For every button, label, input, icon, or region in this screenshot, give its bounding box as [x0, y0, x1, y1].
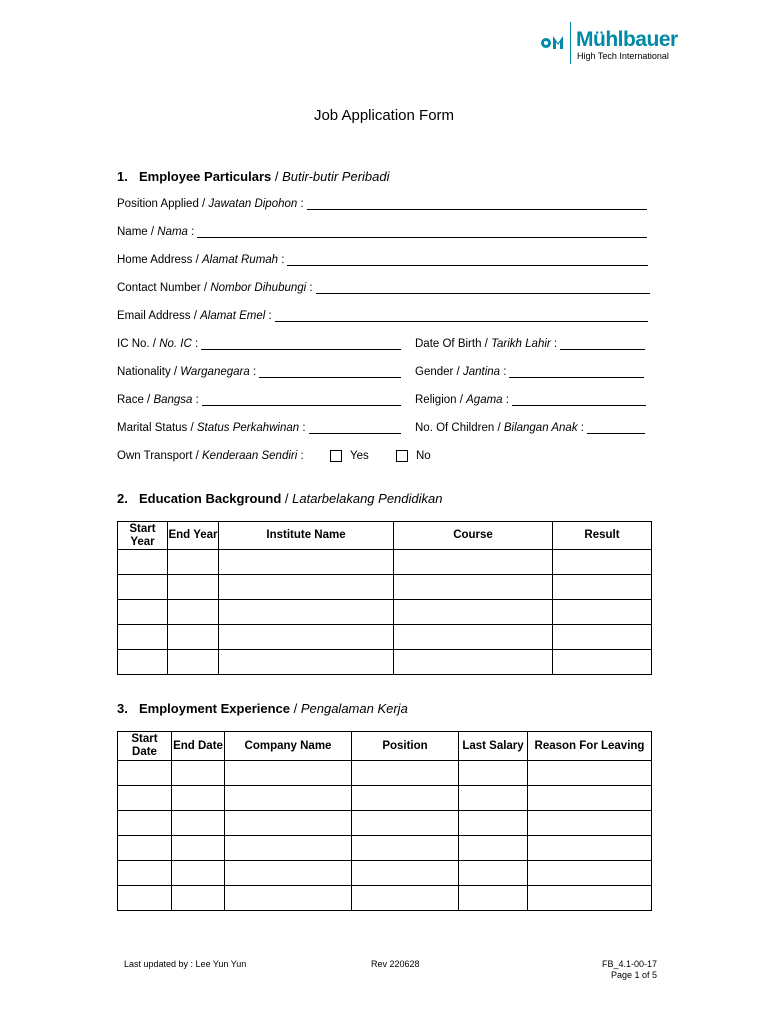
position-applied-input-line[interactable]: [307, 198, 647, 210]
table-cell[interactable]: [528, 886, 652, 911]
table-cell[interactable]: [459, 761, 528, 786]
section-title: Education Background: [139, 491, 282, 506]
table-cell[interactable]: [352, 886, 459, 911]
section-separator: /: [271, 169, 283, 184]
table-row: [118, 786, 652, 811]
table-cell[interactable]: [352, 786, 459, 811]
table-cell[interactable]: [118, 600, 168, 625]
table-cell[interactable]: [528, 811, 652, 836]
table-cell[interactable]: [352, 861, 459, 886]
nationality-field[interactable]: [117, 366, 401, 378]
table-cell[interactable]: [394, 550, 553, 575]
page-title: Job Application Form: [313, 107, 455, 124]
table-cell[interactable]: [219, 625, 394, 650]
gender-field[interactable]: [415, 366, 644, 378]
column-header: Reason For Leaving: [528, 732, 652, 761]
table-row: [118, 575, 652, 600]
section-separator: /: [290, 701, 301, 716]
gender-input-line[interactable]: [509, 366, 644, 378]
field-label: Own Transport / Kenderaan Sendiri :: [117, 450, 304, 462]
table-cell[interactable]: [553, 625, 652, 650]
table-cell[interactable]: [459, 861, 528, 886]
table-cell[interactable]: [352, 761, 459, 786]
table-row: [118, 761, 652, 786]
date-of-birth-input-line[interactable]: [560, 338, 645, 350]
field-label: Home Address / Alamat Rumah :: [117, 254, 285, 266]
column-header: Start Year: [118, 522, 168, 550]
table-cell[interactable]: [172, 761, 225, 786]
table-cell[interactable]: [225, 886, 352, 911]
column-header: Institute Name: [219, 522, 394, 550]
table-cell[interactable]: [459, 836, 528, 861]
field-label: Position Applied / Jawatan Dipohon :: [117, 198, 304, 210]
table-row: [118, 600, 652, 625]
race-input-line[interactable]: [202, 394, 401, 406]
section-subtitle: Butir-butir Peribadi: [282, 169, 390, 184]
table-cell[interactable]: [553, 575, 652, 600]
table-cell[interactable]: [225, 786, 352, 811]
ic-number-field[interactable]: [117, 338, 401, 350]
table-cell[interactable]: [225, 836, 352, 861]
table-row: [118, 811, 652, 836]
employment-header-row: [118, 732, 652, 761]
logo-tagline: High Tech International: [577, 51, 669, 61]
field-label: Nationality / Warganegara :: [117, 366, 257, 378]
field-label: Email Address / Alamat Emel :: [117, 310, 272, 322]
education-table: [117, 521, 652, 675]
table-cell[interactable]: [118, 625, 168, 650]
field-label: Date Of Birth / Tarikh Lahir :: [415, 338, 558, 350]
table-row: [118, 625, 652, 650]
contact-number-field[interactable]: [117, 282, 650, 294]
table-cell[interactable]: [394, 650, 553, 675]
position-applied-field[interactable]: [117, 198, 647, 210]
section-education-heading: [117, 491, 442, 506]
section-number: 1.: [117, 169, 128, 184]
section-employee-particulars-heading: [117, 169, 390, 184]
field-label: Contact Number / Nombor Dihubungi :: [117, 282, 313, 294]
name-input-line[interactable]: [197, 226, 647, 238]
transport-no-option[interactable]: [396, 450, 431, 462]
table-cell[interactable]: [118, 811, 172, 836]
marital-status-input-line[interactable]: [309, 422, 401, 434]
email-address-input-line[interactable]: [275, 310, 648, 322]
table-cell[interactable]: [459, 811, 528, 836]
field-label: Religion / Agama :: [415, 394, 509, 406]
table-cell[interactable]: [172, 861, 225, 886]
table-cell[interactable]: [225, 861, 352, 886]
table-cell[interactable]: [528, 861, 652, 886]
column-header: Course: [394, 522, 553, 550]
field-label: IC No. / No. IC :: [117, 338, 199, 350]
table-row: [118, 886, 652, 911]
table-cell[interactable]: [118, 650, 168, 675]
table-cell[interactable]: [168, 600, 219, 625]
table-cell[interactable]: [168, 550, 219, 575]
footer-revision: Rev 220628: [371, 959, 420, 969]
table-cell[interactable]: [394, 600, 553, 625]
field-label: No. Of Children / Bilangan Anak :: [415, 422, 584, 434]
number-of-children-input-line[interactable]: [587, 422, 645, 434]
table-cell[interactable]: [553, 550, 652, 575]
transport-yes-checkbox[interactable]: [330, 450, 342, 462]
table-cell[interactable]: [225, 811, 352, 836]
column-header: Company Name: [225, 732, 352, 761]
section-title: Employee Particulars: [139, 169, 272, 184]
section-subtitle: Pengalaman Kerja: [300, 701, 408, 716]
table-cell[interactable]: [352, 811, 459, 836]
table-cell[interactable]: [219, 650, 394, 675]
table-cell[interactable]: [352, 836, 459, 861]
table-cell[interactable]: [172, 836, 225, 861]
field-label: Name / Nama :: [117, 226, 195, 238]
yes-label: Yes: [350, 450, 369, 462]
own-transport-field: [117, 450, 304, 462]
religion-field[interactable]: [415, 394, 646, 406]
table-cell[interactable]: [225, 761, 352, 786]
field-label: Gender / Jantina :: [415, 366, 507, 378]
table-cell[interactable]: [219, 575, 394, 600]
table-cell[interactable]: [168, 625, 219, 650]
transport-no-checkbox[interactable]: [396, 450, 408, 462]
home-address-field[interactable]: [117, 254, 648, 266]
logo-mark-icon: [540, 34, 570, 50]
no-label: No: [416, 450, 431, 462]
religion-input-line[interactable]: [512, 394, 646, 406]
table-cell[interactable]: [172, 786, 225, 811]
column-header: Result: [553, 522, 652, 550]
table-row: [118, 861, 652, 886]
section-employment-heading: [117, 701, 408, 716]
employment-table: [117, 731, 652, 911]
footer-page-number: Page 1 of 5: [610, 970, 657, 980]
contact-number-input-line[interactable]: [316, 282, 650, 294]
table-cell[interactable]: [172, 811, 225, 836]
footer-document-code: FB_4.1-00-17: [601, 959, 657, 969]
logo-divider: [570, 22, 571, 64]
ic-number-input-line[interactable]: [201, 338, 401, 350]
table-cell[interactable]: [394, 625, 553, 650]
table-cell[interactable]: [528, 836, 652, 861]
table-cell[interactable]: [118, 575, 168, 600]
column-header: Position: [352, 732, 459, 761]
table-cell[interactable]: [394, 575, 553, 600]
table-cell[interactable]: [168, 575, 219, 600]
nationality-input-line[interactable]: [259, 366, 401, 378]
table-cell[interactable]: [168, 650, 219, 675]
table-row: [118, 836, 652, 861]
race-field[interactable]: [117, 394, 401, 406]
table-cell[interactable]: [528, 761, 652, 786]
transport-yes-option[interactable]: [330, 450, 369, 462]
column-header: End Year: [168, 522, 219, 550]
education-header-row: [118, 522, 652, 550]
table-cell[interactable]: [172, 886, 225, 911]
section-number: 2.: [117, 491, 128, 506]
footer-last-updated: Last updated by : Lee Yun Yun: [124, 959, 247, 969]
field-label: Marital Status / Status Perkahwinan :: [117, 422, 306, 434]
column-header: Start Date: [118, 732, 172, 761]
table-cell[interactable]: [219, 600, 394, 625]
email-address-field[interactable]: [117, 310, 648, 322]
table-cell[interactable]: [528, 786, 652, 811]
home-address-input-line[interactable]: [287, 254, 648, 266]
table-cell[interactable]: [118, 761, 172, 786]
table-row: [118, 650, 652, 675]
date-of-birth-field[interactable]: [415, 338, 645, 350]
table-cell[interactable]: [118, 550, 168, 575]
field-label: Race / Bangsa :: [117, 394, 199, 406]
section-number: 3.: [117, 701, 128, 716]
column-header: Last Salary: [459, 732, 528, 761]
logo-brand: Mühlbauer: [576, 28, 678, 51]
table-cell[interactable]: [118, 886, 172, 911]
table-cell[interactable]: [118, 861, 172, 886]
table-row: [118, 550, 652, 575]
section-subtitle: Latarbelakang Pendidikan: [292, 491, 443, 506]
table-cell[interactable]: [459, 886, 528, 911]
section-separator: /: [281, 491, 293, 506]
company-logo: [540, 20, 710, 64]
table-cell[interactable]: [459, 786, 528, 811]
marital-status-field[interactable]: [117, 422, 401, 434]
column-header: End Date: [172, 732, 225, 761]
table-cell[interactable]: [118, 836, 172, 861]
table-cell[interactable]: [553, 600, 652, 625]
table-cell[interactable]: [219, 550, 394, 575]
table-cell[interactable]: [118, 786, 172, 811]
name-field[interactable]: [117, 226, 647, 238]
table-cell[interactable]: [553, 650, 652, 675]
section-title: Employment Experience: [139, 701, 290, 716]
number-of-children-field[interactable]: [415, 422, 645, 434]
